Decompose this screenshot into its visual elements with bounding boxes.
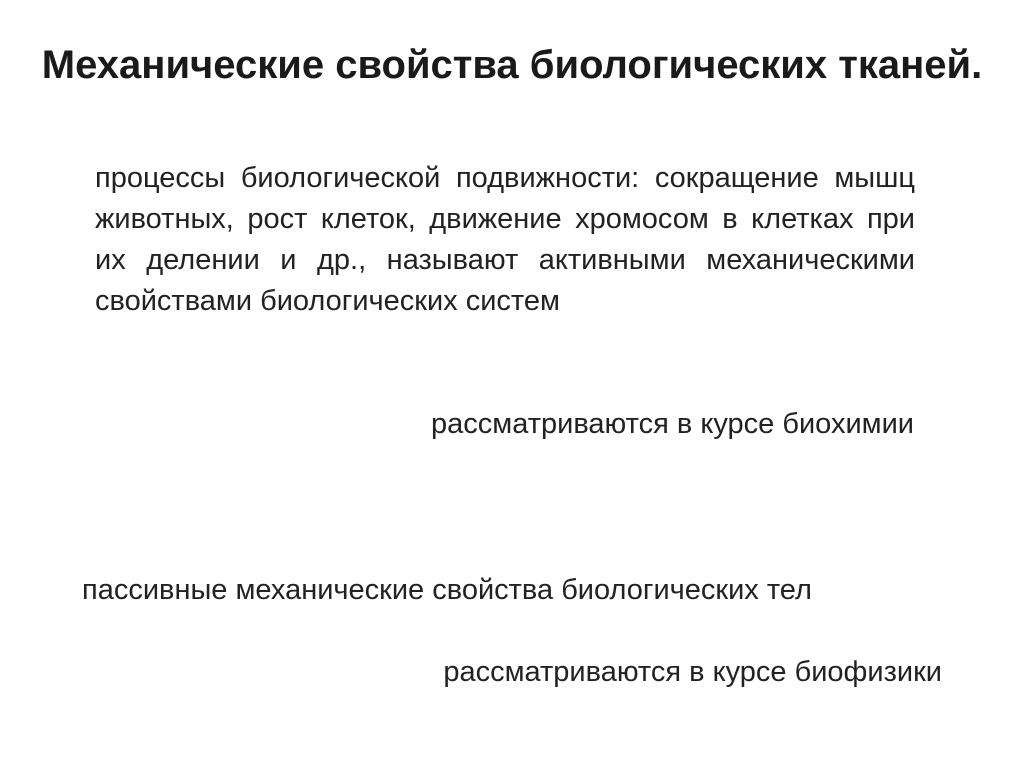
biochemistry-note: рассматриваются в курсе биохимии xyxy=(431,408,914,440)
active-properties-paragraph: процессы биологической подвижности: сокращение мышц животных, рост клеток, движение хромосом в клетках при их делении и др., называют активными механическими свойствами биологических систем xyxy=(95,162,915,317)
slide-title: Механические свойства биологических тканей. xyxy=(41,43,983,87)
passive-properties-heading: пассивные механические свойства биологических тел xyxy=(82,574,812,606)
biophysics-note: рассматриваются в курсе биофизики xyxy=(443,656,942,688)
